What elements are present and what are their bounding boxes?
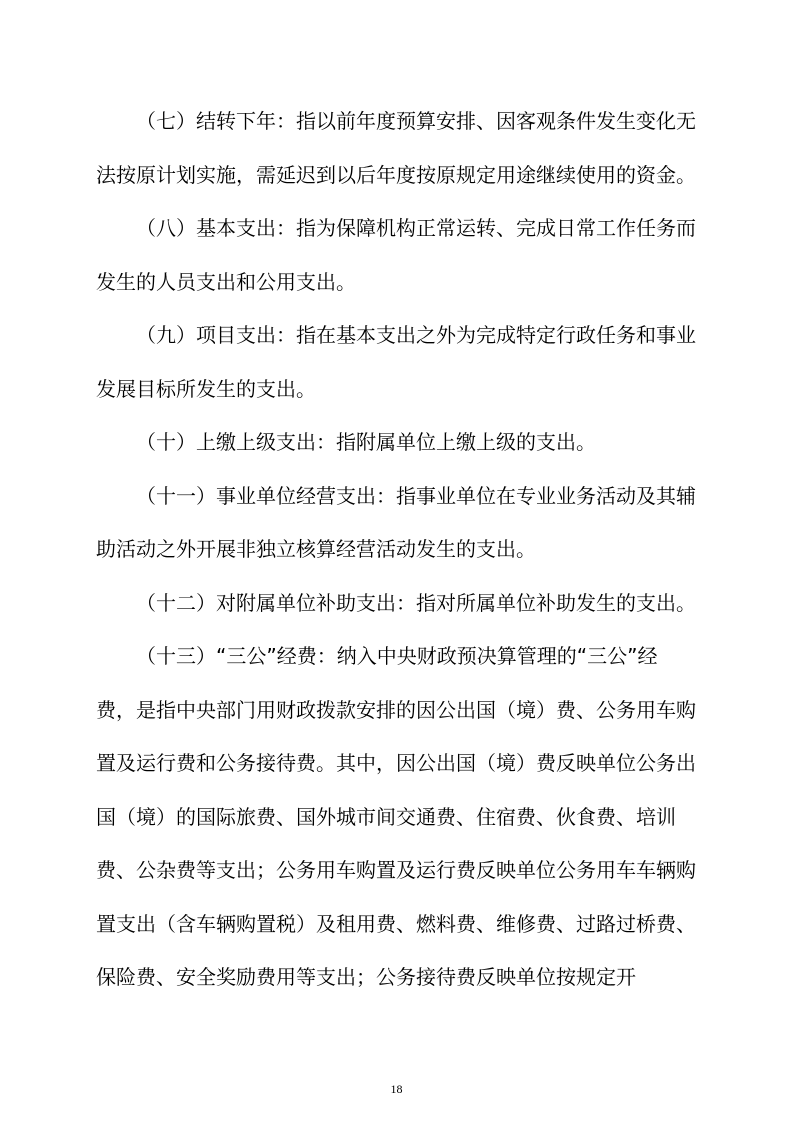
page-number: 18 [390,1082,403,1096]
paragraph-remittance-to-superior: （十）上缴上级支出：指附属单位上缴上级的支出。 [136,430,596,454]
body-text [96,95,696,1005]
paragraph-three-public-expenses: （十三）“三公”经费：纳入中央财政预决算管理的“三公”经费，是指中央部门用财政拨款安排的因公出国（境）费、公务用车购置及运行费和公务接待费。其中，因公出国（境）费反映单位公务出国（境）的国际旅费、国外城市间交通费、住宿费、伙食费、培训费、公杂费等支出；公务用车购置及运行费反映单位公务用车车辆购置支出（含车辆购置税）及租用费、燃料费、维修费、过路过桥费、保险费、安全奖励费用等支出；公务接待费反映单位按规定开 [96,644,696,989]
paragraph-business-operation-expenditure: （十一）事业单位经营支出：指事业单位在专业业务活动及其辅助活动之外开展非独立核算经营活动发生的支出。 [96,483,696,561]
paragraph-carryover-funds: （七）结转下年：指以前年度预算安排、因客观条件发生变化无法按原计划实施，需延迟到以后年度按原规定用途继续使用的资金。 [96,109,696,187]
paragraph-subsidy-to-affiliates: （十二）对附属单位补助支出：指对所属单位补助发生的支出。 [136,590,696,615]
paragraph-project-expenditure: （九）项目支出：指在基本支出之外为完成特定行政任务和事业发展目标所发生的支出。 [96,323,696,401]
paragraph-basic-expenditure: （八）基本支出：指为保障机构正常运转、完成日常工作任务而发生的人员支出和公用支出。 [96,216,696,294]
